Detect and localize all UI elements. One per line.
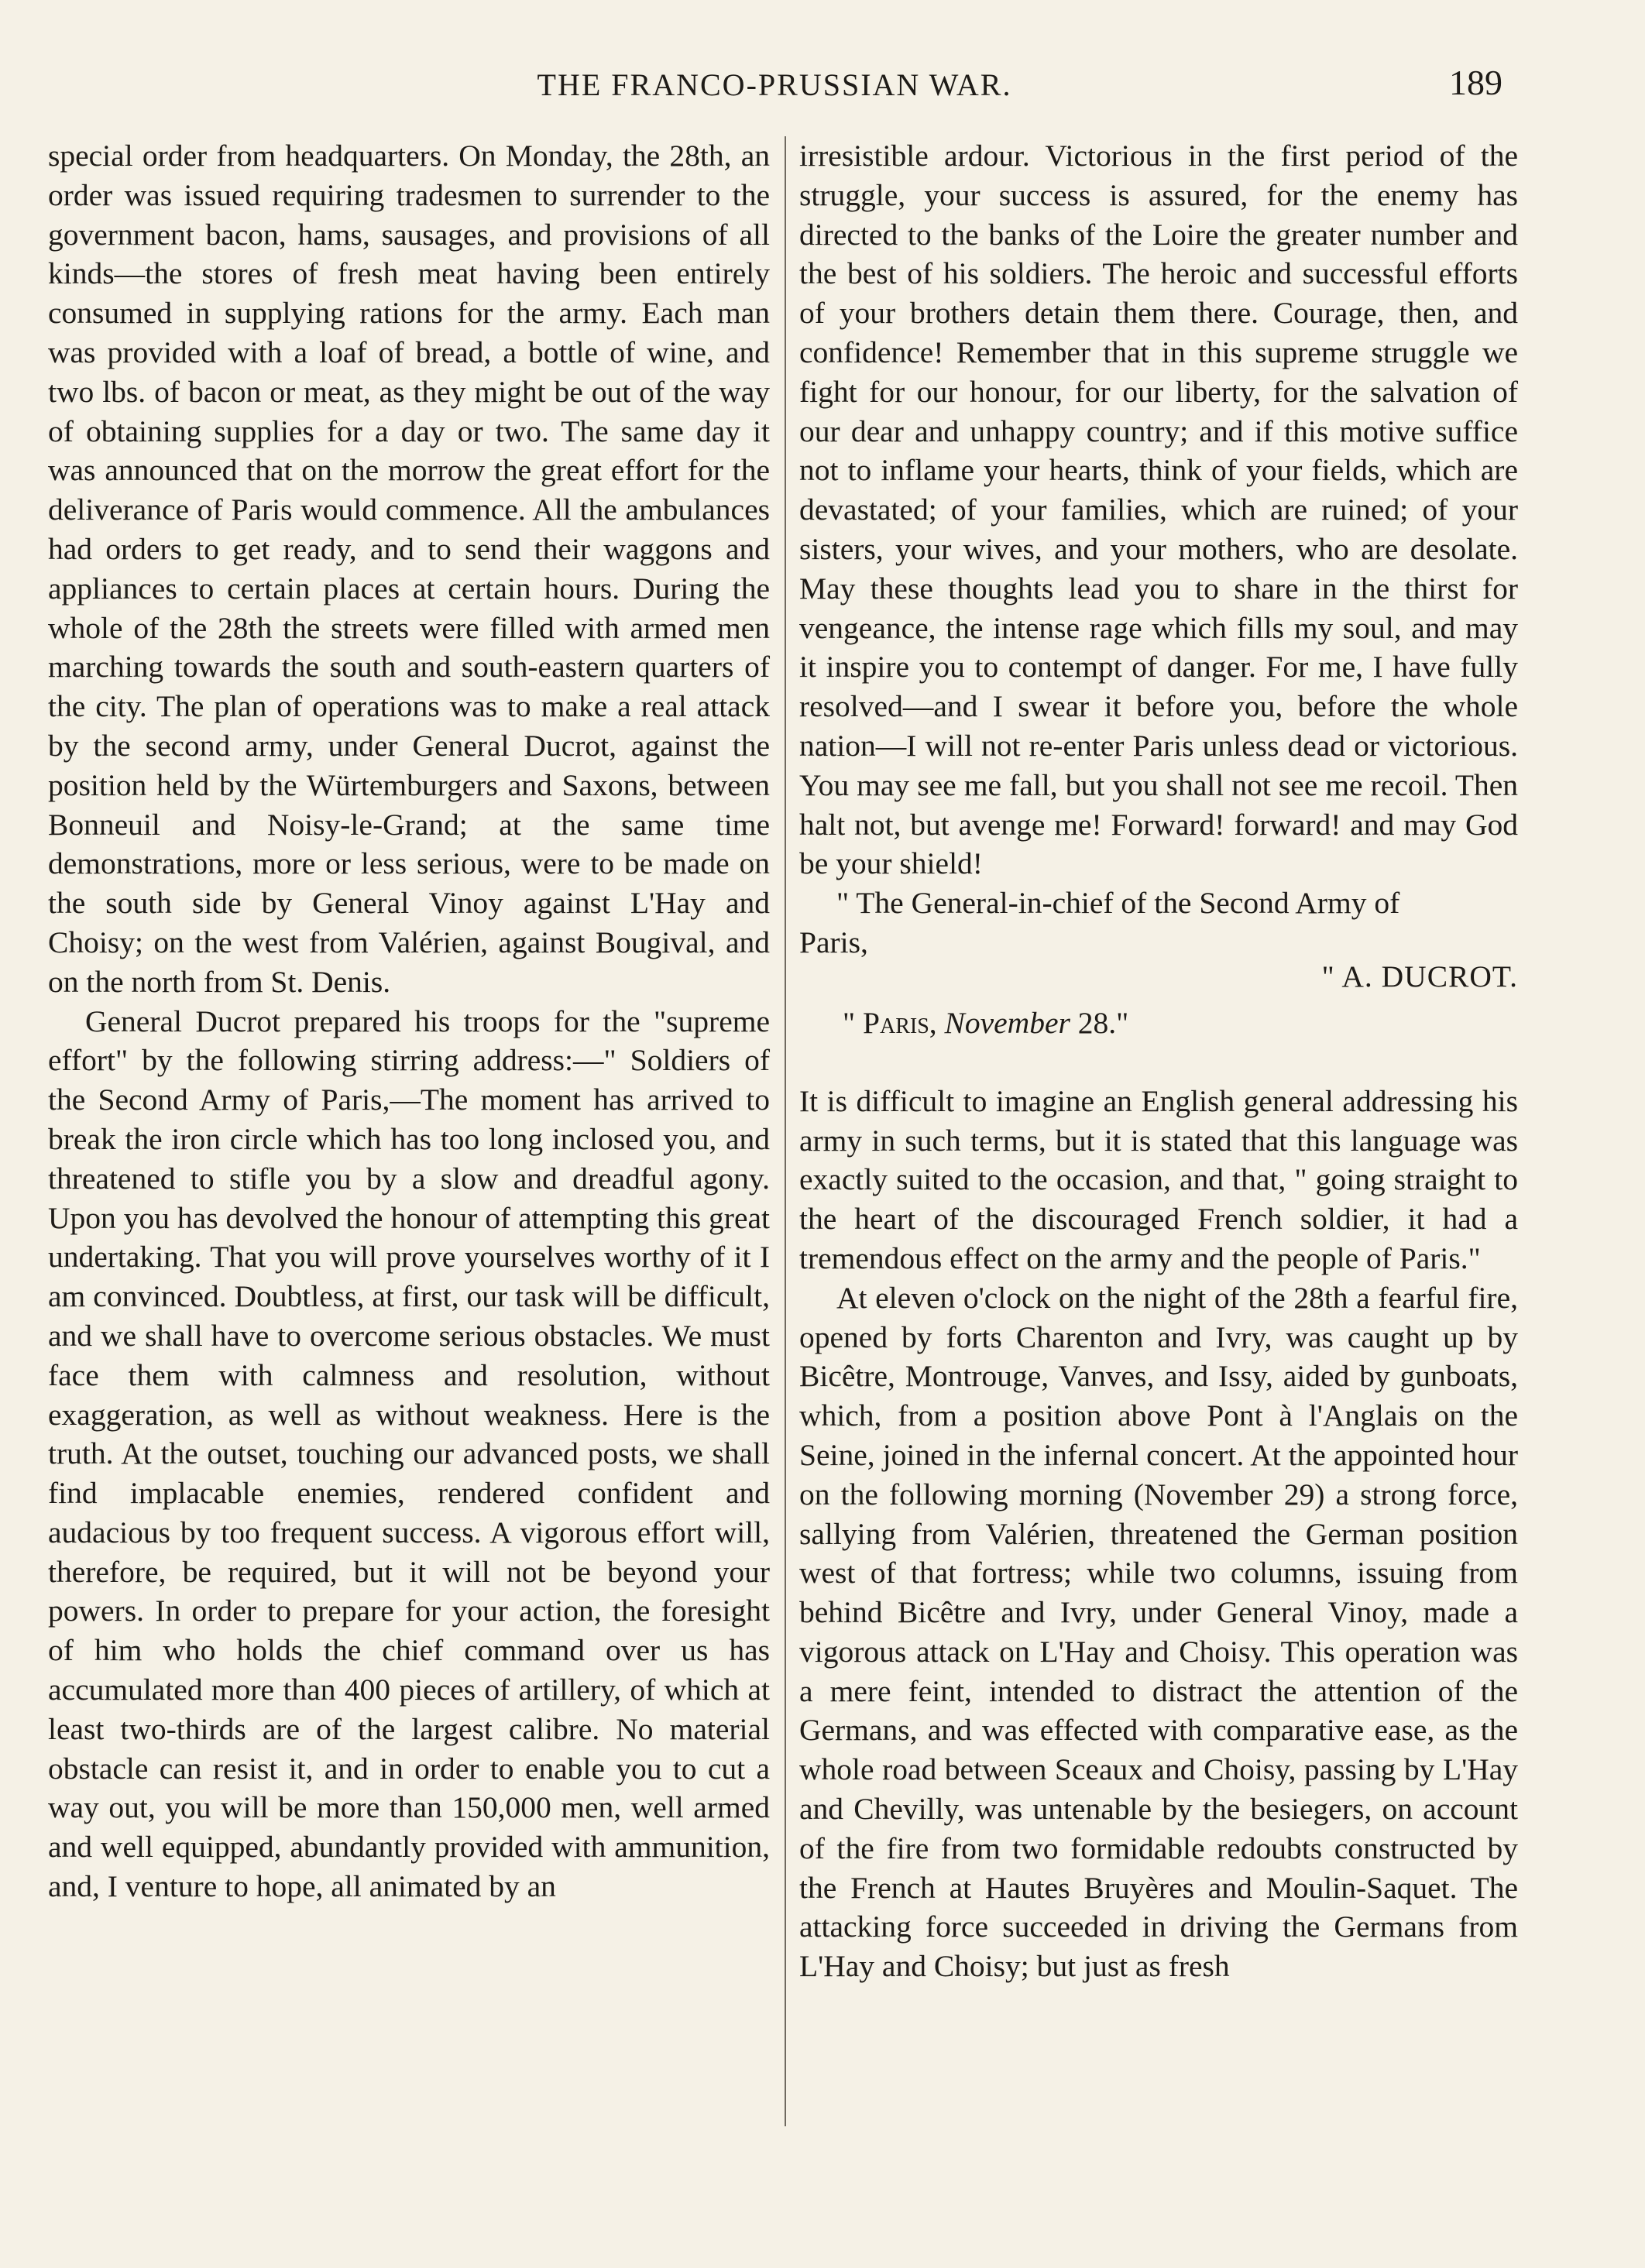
left-column bbox=[48, 136, 770, 1906]
signature: " A. DUCROT. bbox=[1321, 959, 1518, 993]
paragraph: General Ducrot prepared his troops for the "supreme effort" by the following stirring address:—" Soldiers of the Second Army of Paris,—The moment has arrived to break the iron circle which has too long inclosed you, and threatened to stifle you by a slow and dreadful agony. Upon you has devolved the honour of attempting this great undertaking. That you will prove yourselves worthy of it I am convinced. Doubtless, at first, our task will be difficult, and we shall have to overcome serious obstacles. We must face them with calmness and resolution, without exaggeration, as well as without weakness. Here is the truth. At the outset, touching our advanced posts, we shall find implacable enemies, rendered confident and audacious by too frequent success. A vigorous effort will, therefore, be required, but it will not be beyond your powers. In order to prepare for your action, the foresight of him who holds the chief command over us has accumulated more than 400 pieces of artillery, of which at least two-thirds are of the largest calibre. No material obstacle can resist it, and in order to enable you to cut a way out, you will be more than 150,000 men, well armed and well equipped, abundantly provided with ammunition, and, I venture to hope, all animated by an bbox=[48, 1004, 770, 1904]
dateline bbox=[799, 1004, 1518, 1043]
paragraph: At eleven o'clock on the night of the 28th a fearful fire, opened by forts Charenton and Ivry, was caught up by Bicêtre, Montrouge, Vanves, and Issy, aided by gunboats, which, from a position above Pont à l'Anglais on the Seine, joined in the infernal concert. At the appointed hour on the following morning (November 29) a strong force, sallying from Valérien, threatened the German position west of that fortress; while two columns, issuing from behind Bicêtre and Ivry, under General Vinoy, made a vigorous attack on L'Hay and Choisy. This operation was a mere feint, intended to distract the attention of the Germans, and was effected with comparative ease, as the whole road between Sceaux and Choisy, passing by L'Hay and Chevilly, was untenable by the besiegers, on account of the fire from two formidable redoubts constructed by the French at Hautes Bruyères and Moulin-Saquet. The attacking force succeeded in driving the Germans from L'Hay and Choisy; but just as fresh bbox=[799, 1280, 1518, 1984]
paragraph: It is difficult to imagine an English general addressing his army in such terms, but it is stated that this language was exactly suited to the occasion, and that, " going straight to the heart of the discouraged French soldier, it had a tremendous effect on the army and the people of Paris." bbox=[799, 1083, 1518, 1275]
dateline-place: Paris, bbox=[863, 1005, 937, 1040]
signoff-title: " The General-in-chief of the Second Army of bbox=[836, 886, 1400, 921]
dateline-day: 28." bbox=[1070, 1005, 1129, 1040]
signoff-block bbox=[799, 923, 1518, 1000]
dateline-month: November bbox=[944, 1005, 1070, 1040]
dateline-prefix: " bbox=[843, 1005, 863, 1040]
running-title: THE FRANCO-PRUSSIAN WAR. bbox=[537, 67, 1012, 102]
page-number: 189 bbox=[1449, 63, 1502, 102]
column-divider bbox=[785, 136, 786, 2126]
paragraph: irresistible ardour. Victorious in the first period of the struggle, your success is assured, for the enemy has directed to the banks of the Loire the greater number and the best of his soldiers. The heroic and successful efforts of your brothers detain them there. Courage, then, and confidence! Remember that in this supreme struggle we fight for our honour, for our liberty, for the salvation of our dear and unhappy country; and if this motive suffice not to inflame your hearts, think of your fields, which are devastated; of your families, which are ruined; of your sisters, your wives, and your mothers, who are desolate. May these thoughts lead you to share in the thirst for vengeance, the intense rage which fills my soul, and may it inspire you to contempt of danger. For me, I have fully resolved—and I swear it before you, before the whole nation—I will not re-enter Paris unless dead or victorious. You may see me fall, but you shall not see me recoil. Then halt not, but avenge me! Forward! forward! and may God be your shield! bbox=[799, 139, 1518, 881]
paragraph: special order from headquarters. On Monday, the 28th, an order was issued requiring tradesmen to surrender to the government bacon, hams, sausages, and provisions of all kinds—the stores of fresh meat having been entirely consumed in supplying rations for the army. Each man was provided with a loaf of bread, a bottle of wine, and two lbs. of bacon or meat, as they might be out of the way of obtaining supplies for a day or two. The same day it was announced that on the morrow the great effort for the deliverance of Paris would commence. All the ambulances had orders to get ready, and to send their waggons and appliances to certain places at certain hours. During the whole of the 28th the streets were filled with armed men marching towards the south and south-eastern quarters of the city. The plan of operations was to make a real attack by the second army, under General Ducrot, against the position held by the Würtemburgers and Saxons, between Bonneuil and Noisy-le-Grand; at the same time demonstrations, more or less serious, were to be made on the south side by General Vinoy against L'Hay and Choisy; on the west from Valérien, against Bougival, and on the north from St. Denis. bbox=[48, 139, 770, 999]
signoff-place: Paris, bbox=[799, 925, 868, 959]
right-column bbox=[799, 136, 1518, 1986]
page-header bbox=[46, 63, 1502, 121]
